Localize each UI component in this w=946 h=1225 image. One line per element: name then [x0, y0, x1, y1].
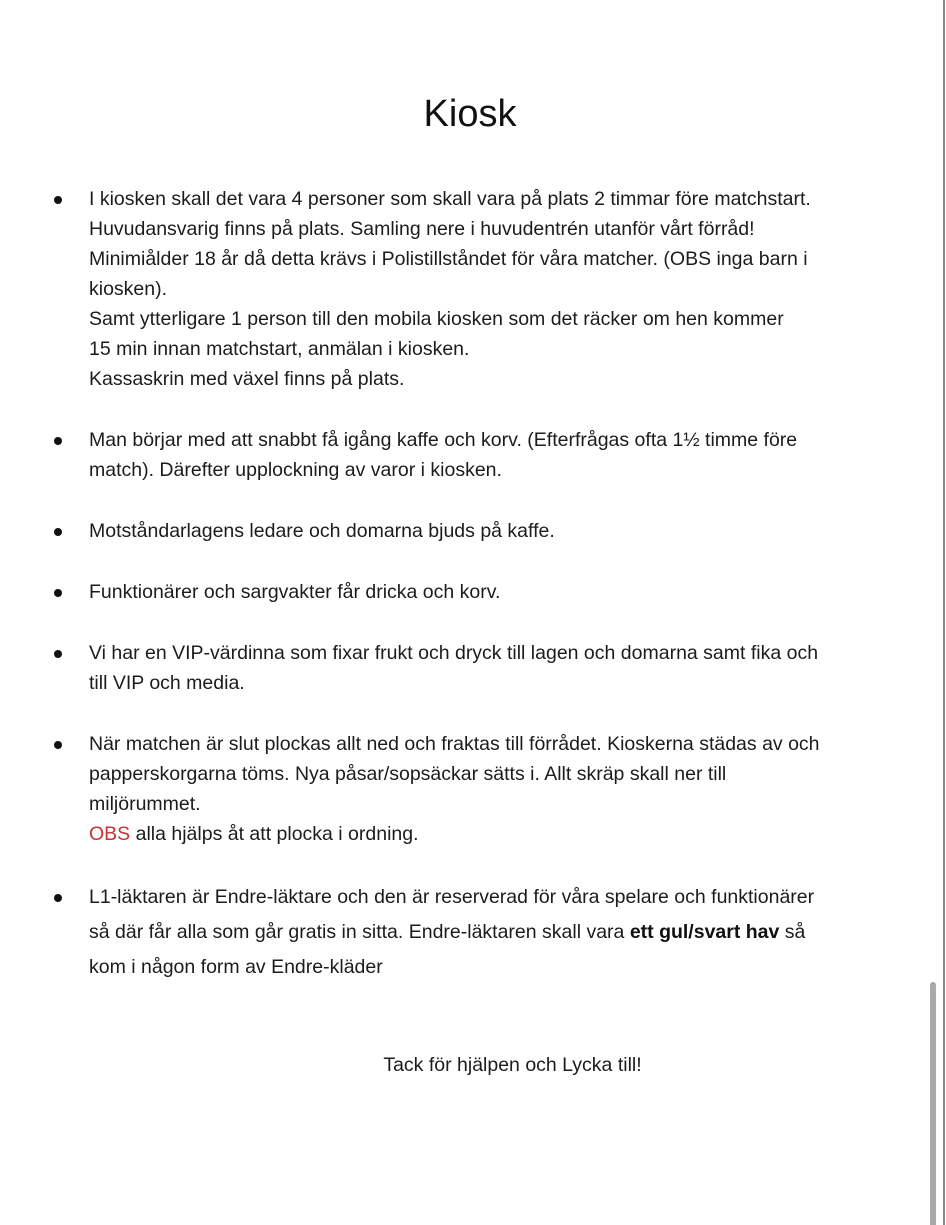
text-line: Minimiålder 18 år då detta krävs i Polistillståndet för våra matcher. (OBS inga barn i: [89, 248, 808, 270]
bullet-icon: [54, 196, 62, 204]
spacer: [0, 485, 930, 516]
bold-text: ett gul/svart hav: [629, 921, 780, 943]
bullet-icon: [54, 437, 62, 445]
text-line: Motståndarlagens ledare och domarna bjuds på kaffe.: [89, 520, 555, 542]
text-segment: så där får alla som går gratis in sitta. Endre-läktaren skall vara: [89, 921, 630, 943]
spacer: [0, 394, 930, 425]
obs-text: alla hjälps åt att plocka i ordning.: [130, 823, 419, 845]
text-line: miljörummet.: [89, 793, 201, 815]
text-line: 15 min innan matchstart, anmälan i kiosken.: [89, 338, 470, 360]
text-line: Vi har en VIP-värdinna som fixar frukt och dryck till lagen och domarna samt fika och: [89, 642, 819, 664]
list-item-opponents-coffee: [0, 516, 930, 546]
text-line: När matchen är slut plockas allt ned och fraktas till förrådet. Kioskerna städas av och: [89, 733, 820, 755]
scrollbar-thumb[interactable]: [930, 982, 936, 1225]
list-item-coffee-start: [0, 425, 930, 485]
spacer: [0, 849, 930, 880]
page-edge-divider: [943, 0, 945, 1225]
spacer: [0, 546, 930, 577]
spacer: [0, 698, 930, 729]
page-title: Kiosk: [423, 93, 517, 135]
text-line: kom i någon form av Endre-kläder: [89, 956, 383, 978]
text-line: Huvudansvarig finns på plats. Samling nere i huvudentrén utanför vårt förråd!: [89, 218, 755, 240]
text-line: I kiosken skall det vara 4 personer som skall vara på plats 2 timmar före matchstart.: [89, 188, 811, 210]
bullet-icon: [54, 589, 62, 597]
list-item-vip: [0, 638, 930, 698]
bullet-icon: [54, 741, 62, 749]
text-line: till VIP och media.: [89, 672, 245, 694]
bullet-icon: [54, 528, 62, 536]
text-line: Funktionärer och sargvakter får dricka och korv.: [89, 581, 501, 603]
bullet-icon: [54, 894, 62, 902]
spacer: [0, 607, 930, 638]
closing-message: Tack för hjälpen och Lycka till!: [383, 1054, 642, 1076]
text-line: Man börjar med att snabbt få igång kaffe och korv. (Efterfrågas ofta 1½ timme före: [89, 429, 798, 451]
text-line: Samt ytterligare 1 person till den mobila kiosken som det räcker om hen kommer: [89, 308, 784, 330]
text-line: L1-läktaren är Endre-läktare och den är reserverad för våra spelare och funktionärer: [89, 886, 815, 908]
obs-label: OBS: [89, 823, 131, 845]
text-line: Kassaskrin med växel finns på plats.: [89, 368, 405, 390]
list-item-officials: [0, 577, 930, 607]
list-item-staffing: [0, 184, 930, 394]
text-line: match). Därefter upplockning av varor i kiosken.: [89, 459, 502, 481]
text-line: kiosken).: [89, 278, 168, 300]
list-item-stand: [0, 880, 930, 985]
text-segment: så: [779, 921, 806, 943]
text-line: [89, 915, 930, 950]
obs-line: [89, 819, 930, 849]
list-item-cleanup: [0, 729, 930, 849]
instruction-list: [0, 184, 930, 985]
text-line: papperskorgarna töms. Nya påsar/sopsäckar sätts i. Allt skräp skall ner till: [89, 763, 727, 785]
bullet-icon: [54, 650, 62, 658]
